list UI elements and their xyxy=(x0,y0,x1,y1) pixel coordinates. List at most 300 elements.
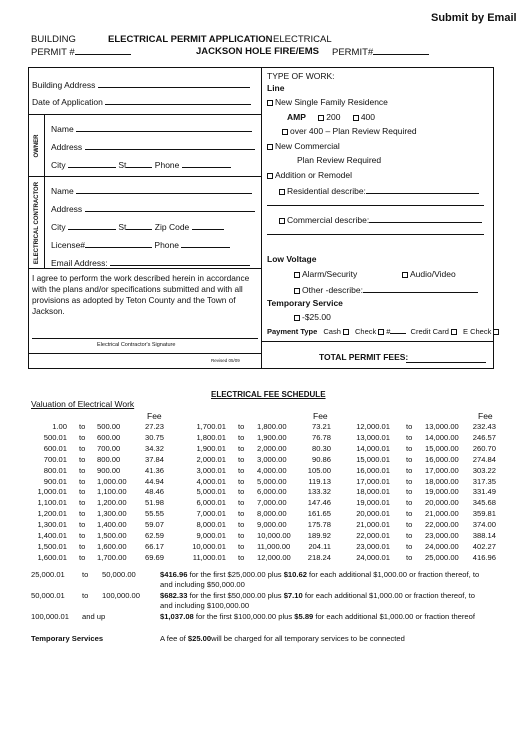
fee-row-to: 1,600.00 xyxy=(97,541,127,551)
fee-row-fee: 388.14 xyxy=(472,531,496,540)
fee-row-fee: 147.46 xyxy=(307,498,331,508)
fee-row-from: 17,000.01 xyxy=(356,476,390,486)
submit-by-email-button[interactable]: Submit by Email xyxy=(431,12,517,24)
bracket-description: $1,037.08 for the first $100,000.00 plus $5.89 for each additional $1,000.00 or fraction thereof xyxy=(160,612,475,621)
over-400-option[interactable] xyxy=(282,126,417,136)
fee-row-from: 13,000.01 xyxy=(356,432,390,442)
owner-st-label: St xyxy=(118,160,127,170)
fee-row-fee: 90.86 xyxy=(311,454,331,464)
fee-row-from: 8,000.01 xyxy=(196,520,226,530)
owner-address-row xyxy=(51,141,255,152)
contractor-zip-label: Zip Code xyxy=(154,222,190,232)
residential-describe-label: Residential describe: xyxy=(287,186,366,196)
fee-row-fee: 374.00 xyxy=(472,520,496,530)
valuation-label: Valuation of Electrical Work xyxy=(31,399,135,409)
fee-row-to-word: to xyxy=(238,531,245,540)
signature-divider xyxy=(29,353,261,354)
fee-row-to: 15,000.00 xyxy=(425,443,459,453)
date-of-application-field[interactable] xyxy=(105,96,251,105)
fee-row-to: 16,000.00 xyxy=(425,454,459,464)
low-voltage-label: Low Voltage xyxy=(267,254,317,264)
commercial-describe-line2 xyxy=(267,226,484,237)
fee-row-from: 4,000.01 xyxy=(196,476,226,486)
contractor-name-label: Name xyxy=(51,186,74,196)
fee-row-fee: 232.43 xyxy=(472,422,496,431)
fee-row-from: 800.01 xyxy=(43,465,67,475)
new-single-family-checkbox[interactable] xyxy=(267,100,273,106)
fee-row-to: 600.00 xyxy=(97,432,121,442)
amp-row xyxy=(287,112,375,122)
fee-row-from: 18,000.01 xyxy=(356,487,390,497)
fee-row-to-word: to xyxy=(238,552,245,562)
date-of-application-label: Date of Application xyxy=(32,97,103,107)
other-checkbox[interactable] xyxy=(294,288,300,294)
fee-row-to: 800.00 xyxy=(97,454,121,464)
fee-row-to-word: to xyxy=(406,498,413,508)
fee-row-fee: 66.17 xyxy=(144,541,164,551)
addition-remodel-option[interactable] xyxy=(267,170,352,180)
fee-row-from: 19,000.01 xyxy=(356,498,390,508)
fee-row-to: 700.00 xyxy=(97,443,121,453)
fee-row-fee: 331.49 xyxy=(472,487,496,497)
new-single-family-option[interactable] xyxy=(267,97,388,107)
new-commercial-option[interactable] xyxy=(267,141,340,151)
fee-row-fee: 119.13 xyxy=(308,476,331,486)
owner-phone-field[interactable] xyxy=(182,159,231,168)
new-single-family-label: New Single Family Residence xyxy=(275,97,388,107)
amp-400-checkbox[interactable] xyxy=(353,115,359,121)
fee-row-to-word: to xyxy=(79,476,86,486)
contractor-phone-label: Phone xyxy=(154,240,179,250)
fee-row-fee: 402.27 xyxy=(472,541,496,551)
audio-video-checkbox[interactable] xyxy=(402,272,408,278)
fee-row-fee: 27.23 xyxy=(144,422,164,431)
addition-remodel-label: Addition or Remodel xyxy=(275,170,353,180)
fee-row-fee: 260.70 xyxy=(472,443,496,453)
temporary-services-amount: $25.00 xyxy=(187,634,212,643)
total-divider xyxy=(262,341,494,342)
fee-row-to-word: to xyxy=(238,432,245,442)
owner-name-field[interactable] xyxy=(76,123,252,132)
fee-row-to: 1,300.00 xyxy=(97,509,127,519)
fee-row-from: 1,300.01 xyxy=(37,520,67,530)
temporary-services-text-1: A fee of xyxy=(160,634,188,643)
fee-row-fee: 73.21 xyxy=(311,422,331,431)
electrical-permit-num xyxy=(332,46,429,58)
payment-type-label: Payment Type xyxy=(267,327,318,336)
fee-row-fee: 30.75 xyxy=(144,432,164,442)
building-address-field[interactable] xyxy=(98,79,250,88)
bracket-sep: to xyxy=(82,591,89,600)
fee-row-from: 1,000.01 xyxy=(37,487,67,497)
fee-row-fee: 48.46 xyxy=(144,487,164,497)
fee-row-from: 9,000.01 xyxy=(196,531,226,540)
bracket-from: 100,000.01 xyxy=(31,612,70,621)
contractor-st-field[interactable] xyxy=(126,221,152,230)
temporary-service-label: Temporary Service xyxy=(267,298,343,308)
fee-row-to-word: to xyxy=(238,465,245,475)
fee-row-to-word: to xyxy=(238,487,245,497)
contractor-email-field[interactable] xyxy=(110,257,250,266)
fee-row-fee: 59.07 xyxy=(144,520,164,530)
fee-row-to-word: to xyxy=(238,541,245,551)
building-label: BUILDING xyxy=(31,34,76,45)
fee-row-to: 1,200.00 xyxy=(97,498,127,508)
fee-row-to: 11,000.00 xyxy=(257,541,291,551)
check-number-field[interactable] xyxy=(390,326,406,334)
fee-row-to: 20,000.00 xyxy=(425,498,459,508)
fee-row-from: 23,000.01 xyxy=(356,541,390,551)
contractor-license-row xyxy=(51,239,230,250)
fee-row-from: 1,700.01 xyxy=(196,422,226,431)
fee-row-to: 1,900.00 xyxy=(257,432,287,442)
fee-row-to: 900.00 xyxy=(97,465,121,475)
form-subtitle: JACKSON HOLE FIRE/EMS xyxy=(196,46,319,57)
owner-name-label: Name xyxy=(51,124,74,134)
left-column xyxy=(29,68,262,368)
fee-row-to-word: to xyxy=(79,443,86,453)
fee-row-from: 1.00 xyxy=(52,422,67,431)
fee-row-from: 1,500.01 xyxy=(37,541,67,551)
check-checkbox[interactable] xyxy=(378,329,384,335)
agreement-text: I agree to perform the work described herein in accordance with the plans and/or specifications submitted and with all provisions as adopted by Teton County and the Town of Jackson. xyxy=(32,273,250,316)
bracket-from: 50,000.01 xyxy=(31,591,65,600)
contractor-email-label: Email Address: xyxy=(51,258,108,268)
fee-row-from: 1,900.01 xyxy=(196,443,226,453)
fee-row-to: 22,000.00 xyxy=(425,520,459,530)
fee-row-from: 1,800.01 xyxy=(196,432,226,442)
fee-row-to: 12,000.00 xyxy=(257,552,291,562)
contractor-address-row xyxy=(51,203,255,214)
residential-describe-option[interactable] xyxy=(279,185,479,196)
contractor-section xyxy=(29,176,261,268)
alarm-security-option[interactable] xyxy=(294,269,357,279)
fee-row-to: 1,500.00 xyxy=(97,531,127,540)
total-permit-fees-field-row xyxy=(406,354,486,365)
plan-review-required-label: Plan Review Required xyxy=(297,155,382,165)
contractor-city-label: City xyxy=(51,222,66,232)
addition-remodel-checkbox[interactable] xyxy=(267,173,273,179)
amp-200-label: 200 xyxy=(326,112,341,122)
fee-row-to: 500.00 xyxy=(97,422,121,431)
bracket-to: 100,000.00 xyxy=(102,591,141,600)
commercial-checkbox[interactable] xyxy=(279,218,285,224)
owner-vertical-label: OWNER xyxy=(29,115,45,176)
fee-row-from: 15,000.01 xyxy=(356,454,390,464)
fee-row-fee: 55.55 xyxy=(144,509,164,519)
fee-row-from: 900.01 xyxy=(43,476,67,486)
fee-row-from: 24,000.01 xyxy=(356,552,390,562)
fee-row-fee: 80.30 xyxy=(311,443,331,453)
residential-describe-field-2[interactable] xyxy=(267,197,484,206)
fee-row-to-word: to xyxy=(238,454,245,464)
fee-row-to-word: to xyxy=(238,520,245,530)
fee-row-fee: 34.32 xyxy=(144,443,164,453)
fee-row-from: 10,000.01 xyxy=(192,541,226,551)
fee-row-to: 24,000.00 xyxy=(425,541,459,551)
fee-row-fee: 189.92 xyxy=(307,531,331,540)
fee-row-fee: 41.36 xyxy=(144,465,164,475)
bracket-sep: to xyxy=(82,570,89,579)
fee-row-to: 1,700.00 xyxy=(97,552,127,562)
owner-address-label: Address xyxy=(51,142,83,152)
fee-row-to: 18,000.00 xyxy=(425,476,459,486)
total-permit-fees-label: TOTAL PERMIT FEES: xyxy=(319,352,409,362)
bracket-description: $682.33 for the first $50,000.00 plus $7.10 for each additional $1,000.00 or fraction thereof, to xyxy=(160,591,475,600)
temporary-services-text xyxy=(160,634,405,643)
fee-row-fee: 317.35 xyxy=(472,476,496,486)
check-label: Check xyxy=(355,327,377,336)
fee-row-fee: 69.69 xyxy=(144,552,164,562)
bracket-description: $416.96 for the first $25,000.00 plus $10.62 for each additional $1,000.00 or fraction thereof, to xyxy=(160,570,480,579)
owner-phone-label: Phone xyxy=(154,160,180,170)
e-check-checkbox[interactable] xyxy=(493,329,499,335)
fee-row-to-word: to xyxy=(406,531,413,540)
fee-row-fee: 37.84 xyxy=(144,454,164,464)
audio-video-label: Audio/Video xyxy=(410,269,456,279)
fee-row-fee: 62.59 xyxy=(144,531,164,540)
fee-row-fee: 133.32 xyxy=(307,487,331,497)
fee-row-to-word: to xyxy=(406,541,413,551)
fee-row-to: 14,000.00 xyxy=(425,432,459,442)
bracket-from: 25,000.01 xyxy=(31,570,65,579)
fee-row-from: 16,000.01 xyxy=(356,465,390,475)
residential-checkbox[interactable] xyxy=(279,189,285,195)
commercial-describe-option[interactable] xyxy=(279,214,482,225)
building-permit-num xyxy=(31,46,131,58)
fee-row-to: 10,000.00 xyxy=(257,531,291,540)
fee-header-3: Fee xyxy=(478,411,493,421)
fee-row-to-word: to xyxy=(238,498,245,508)
credit-card-label: Credit Card xyxy=(410,327,449,336)
fee-row-to-word: to xyxy=(79,498,86,508)
bracket-description-line2: and including $100,000.00 xyxy=(160,601,250,610)
fee-row-fee: 44.94 xyxy=(144,476,164,486)
fee-row-to: 1,000.00 xyxy=(97,476,127,486)
fee-row-to-word: to xyxy=(238,422,245,431)
audio-video-option[interactable] xyxy=(402,269,456,279)
building-address-label: Building Address xyxy=(32,80,96,90)
fee-row-to: 19,000.00 xyxy=(425,487,459,497)
fee-row-to: 4,000.00 xyxy=(257,465,287,475)
permit-num-right-label: PERMIT# xyxy=(332,47,374,58)
fee-row-to-word: to xyxy=(79,541,86,551)
new-commercial-label: New Commercial xyxy=(275,141,340,151)
total-permit-fees-field[interactable] xyxy=(406,354,486,363)
signature-field[interactable] xyxy=(32,338,258,339)
fee-row-to: 25,000.00 xyxy=(425,552,459,562)
fee-row-to: 1,800.00 xyxy=(257,422,287,431)
fee-row-fee: 51.98 xyxy=(144,498,164,508)
fee-schedule-title: ELECTRICAL FEE SCHEDULE xyxy=(211,390,326,399)
contractor-address-field[interactable] xyxy=(85,203,255,212)
fee-row-to-word: to xyxy=(406,487,413,497)
owner-city-field[interactable] xyxy=(68,159,116,168)
temp-fee-option[interactable] xyxy=(294,312,331,322)
fee-row-to: 23,000.00 xyxy=(425,531,459,540)
fee-row-from: 7,000.01 xyxy=(196,509,226,519)
fee-row-to: 7,000.00 xyxy=(257,498,287,508)
commercial-describe-field[interactable] xyxy=(369,214,482,223)
fee-row-from: 1,200.01 xyxy=(37,509,67,519)
cash-label: Cash xyxy=(323,327,341,336)
fee-row-to: 21,000.00 xyxy=(425,509,459,519)
agreement-divider xyxy=(29,268,261,269)
cash-checkbox[interactable] xyxy=(343,329,349,335)
fee-row-to: 17,000.00 xyxy=(425,465,459,475)
fee-row-from: 5,000.01 xyxy=(196,487,226,497)
fee-row-to-word: to xyxy=(406,422,413,431)
over-400-label: over 400 – Plan Review Required xyxy=(290,126,417,136)
fee-row-from: 11,000.01 xyxy=(192,552,226,562)
fee-row-to-word: to xyxy=(79,509,86,519)
fee-row-to: 6,000.00 xyxy=(257,487,287,497)
fee-row-fee: 274.84 xyxy=(472,454,496,464)
fee-row-from: 1,400.01 xyxy=(37,531,67,540)
fee-row-to-word: to xyxy=(79,465,86,475)
fee-row-to-word: to xyxy=(79,531,86,540)
contractor-city-row xyxy=(51,221,224,232)
fee-row-to: 3,000.00 xyxy=(257,454,287,464)
building-address-row xyxy=(32,79,250,90)
other-describe-field[interactable] xyxy=(363,284,478,293)
commercial-describe-field-2[interactable] xyxy=(267,226,484,235)
check-number-label: # xyxy=(386,327,391,336)
other-describe-label: Other -describe: xyxy=(302,285,363,295)
payment-type-row xyxy=(267,326,501,336)
electrical-permit-num-field[interactable] xyxy=(373,46,429,55)
amp-200-checkbox[interactable] xyxy=(318,115,324,121)
fee-row-to-word: to xyxy=(406,552,413,562)
fee-row-from: 22,000.01 xyxy=(356,531,390,540)
fee-row-fee: 218.24 xyxy=(307,552,331,562)
contractor-license-field[interactable] xyxy=(85,239,152,248)
bracket-description-line2: and including $50,000.00 xyxy=(160,580,245,589)
owner-city-row xyxy=(51,159,231,170)
fee-row-from: 6,000.01 xyxy=(196,498,226,508)
contractor-st-label: St xyxy=(118,222,127,232)
fee-row-fee: 416.96 xyxy=(472,552,496,562)
fee-row-to: 1,400.00 xyxy=(97,520,127,530)
fee-row-to: 13,000.00 xyxy=(425,422,459,431)
commercial-describe-label: Commercial describe: xyxy=(287,215,370,225)
line-label: Line xyxy=(267,83,285,93)
building-permit-num-field[interactable] xyxy=(75,46,131,55)
contractor-phone-field[interactable] xyxy=(181,239,230,248)
fee-row-from: 14,000.01 xyxy=(356,443,390,453)
bracket-to: 50,000.00 xyxy=(102,570,136,579)
residential-describe-line2 xyxy=(267,197,484,208)
form-title: ELECTRICAL PERMIT APPLICATION xyxy=(108,34,273,45)
fee-row-to-word: to xyxy=(238,509,245,519)
date-of-application-row xyxy=(32,96,251,107)
bracket-sep: and up xyxy=(82,612,106,621)
fee-row-fee: 105.00 xyxy=(307,465,331,475)
credit-card-checkbox[interactable] xyxy=(451,329,457,335)
permit-num-left-label: PERMIT # xyxy=(31,47,75,58)
fee-row-to-word: to xyxy=(79,454,86,464)
fee-row-to-word: to xyxy=(406,432,413,442)
alarm-security-label: Alarm/Security xyxy=(302,269,358,279)
e-check-label: E Check xyxy=(462,327,492,336)
fee-header-1: Fee xyxy=(147,411,162,421)
fee-row-to-word: to xyxy=(79,520,86,530)
owner-city-label: City xyxy=(51,160,66,170)
fee-row-fee: 345.68 xyxy=(472,498,496,508)
new-commercial-checkbox[interactable] xyxy=(267,144,273,150)
fee-row-to: 9,000.00 xyxy=(257,520,287,530)
fee-row-from: 21,000.01 xyxy=(356,520,390,530)
type-of-work-label: TYPE OF WORK: xyxy=(267,71,335,81)
fee-row-from: 1,100.01 xyxy=(37,498,67,508)
residential-describe-field[interactable] xyxy=(366,185,479,194)
fee-row-from: 700.01 xyxy=(43,454,67,464)
signature-label: Electrical Contractor's Signature xyxy=(97,342,176,348)
fee-row-to-word: to xyxy=(406,443,413,453)
fee-row-from: 12,000.01 xyxy=(356,422,390,431)
amp-label: AMP xyxy=(287,112,306,122)
temp-fee-checkbox[interactable] xyxy=(294,315,300,321)
contractor-city-field[interactable] xyxy=(68,221,116,230)
fee-row-to-word: to xyxy=(79,552,86,562)
owner-section xyxy=(29,114,261,176)
fee-row-to: 1,100.00 xyxy=(97,487,127,497)
temp-fee-label: -$25.00 xyxy=(302,312,331,322)
fee-row-to-word: to xyxy=(406,520,413,530)
fee-row-fee: 246.57 xyxy=(472,432,496,442)
fee-row-to-word: to xyxy=(79,487,86,497)
contractor-email-row xyxy=(51,257,250,268)
fee-row-fee: 303.22 xyxy=(472,465,496,475)
fee-row-to: 5,000.00 xyxy=(257,476,287,486)
fee-header-2: Fee xyxy=(313,411,328,421)
fee-row-to: 8,000.00 xyxy=(257,509,287,519)
contractor-name-row xyxy=(51,185,252,196)
contractor-license-label: License# xyxy=(51,240,86,250)
fee-row-fee: 76.78 xyxy=(311,432,331,442)
fee-row-to-word: to xyxy=(79,432,86,442)
contractor-name-field[interactable] xyxy=(76,185,252,194)
alarm-security-checkbox[interactable] xyxy=(294,272,300,278)
fee-row-to-word: to xyxy=(406,509,413,519)
fee-row-to-word: to xyxy=(79,422,86,431)
fee-row-from: 2,000.01 xyxy=(196,454,226,464)
contractor-zip-field[interactable] xyxy=(192,221,224,230)
fee-row-fee: 204.11 xyxy=(308,541,331,551)
fee-row-to-word: to xyxy=(238,476,245,486)
fee-row-to-word: to xyxy=(406,454,413,464)
fee-row-from: 20,000.01 xyxy=(356,509,390,519)
owner-st-field[interactable] xyxy=(126,159,152,168)
owner-name-row xyxy=(51,123,252,134)
fee-row-to-word: to xyxy=(406,465,413,475)
revised-date: Revised 05/09 xyxy=(211,358,240,363)
fee-row-from: 1,600.01 xyxy=(37,552,67,562)
fee-row-from: 3,000.01 xyxy=(196,465,226,475)
over-400-checkbox[interactable] xyxy=(282,129,288,135)
fee-row-to-word: to xyxy=(238,443,245,453)
temporary-services-text-2: will be charged for all temporary services to be connected xyxy=(211,634,405,643)
contractor-address-label: Address xyxy=(51,204,83,214)
contractor-vertical-label: ELECTRICAL CONTRACTOR xyxy=(29,177,45,268)
electrical-label: ELECTRICAL xyxy=(273,34,332,45)
fee-row-fee: 175.78 xyxy=(307,520,331,530)
owner-address-field[interactable] xyxy=(85,141,255,150)
permit-form xyxy=(28,67,494,369)
other-describe-option[interactable] xyxy=(294,284,478,295)
amp-400-label: 400 xyxy=(360,112,376,122)
fee-row-fee: 359.81 xyxy=(472,509,496,519)
